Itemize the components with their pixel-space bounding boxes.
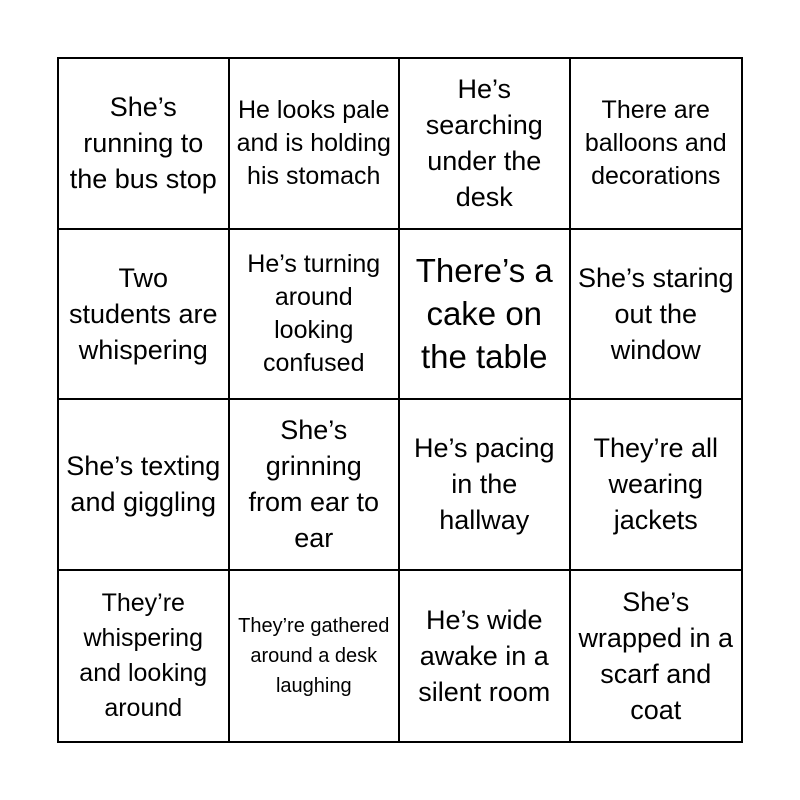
bingo-cell-text: She’s wrapped in a scarf and coat — [578, 586, 734, 725]
bingo-cell-r3c1[interactable] — [59, 400, 230, 571]
bingo-cell-r1c2[interactable] — [230, 59, 401, 230]
bingo-cell-text: She’s staring out the window — [577, 262, 734, 365]
bingo-cell-text: He’s turning around looking confused — [247, 249, 381, 377]
bingo-cell-r1c1[interactable] — [59, 59, 230, 230]
bingo-cell-text: There are balloons and decorations — [584, 95, 727, 190]
bingo-cell-text: There’s a cake on the table — [415, 252, 553, 376]
bingo-cell-r3c2[interactable] — [230, 400, 401, 571]
bingo-cell-text: She’s texting and giggling — [66, 451, 221, 518]
bingo-cell-r3c3[interactable] — [400, 400, 571, 571]
bingo-cell-r4c3[interactable] — [400, 571, 571, 742]
bingo-cell-text: She’s grinning from ear to ear — [248, 415, 380, 554]
bingo-cell-r2c4[interactable] — [571, 230, 742, 401]
bingo-cell-r1c3[interactable] — [400, 59, 571, 230]
bingo-cell-text: Two students are whispering — [68, 262, 218, 365]
bingo-board — [57, 57, 743, 743]
bingo-cell-text: They’re whispering and looking around — [79, 588, 208, 722]
bingo-cell-r4c2[interactable] — [230, 571, 401, 742]
bingo-cell-r4c4[interactable] — [571, 571, 742, 742]
bingo-cell-r2c1[interactable] — [59, 230, 230, 401]
bingo-cell-text: He’s pacing in the hallway — [413, 433, 555, 536]
bingo-cell-text: They’re all wearing jackets — [593, 433, 719, 536]
bingo-cell-r2c3[interactable] — [400, 230, 571, 401]
bingo-cell-r1c4[interactable] — [571, 59, 742, 230]
bingo-cell-r2c2[interactable] — [230, 230, 401, 401]
bingo-cell-r3c4[interactable] — [571, 400, 742, 571]
bingo-cell-text: They’re gathered around a desk laughing — [238, 614, 390, 697]
bingo-cell-text: He’s wide awake in a silent room — [418, 604, 551, 707]
bingo-cell-text: He’s searching under the desk — [425, 74, 543, 213]
bingo-cell-text: She’s running to the bus stop — [69, 92, 217, 195]
bingo-cell-r4c1[interactable] — [59, 571, 230, 742]
bingo-cell-text: He looks pale and is holding his stomach — [236, 95, 391, 190]
